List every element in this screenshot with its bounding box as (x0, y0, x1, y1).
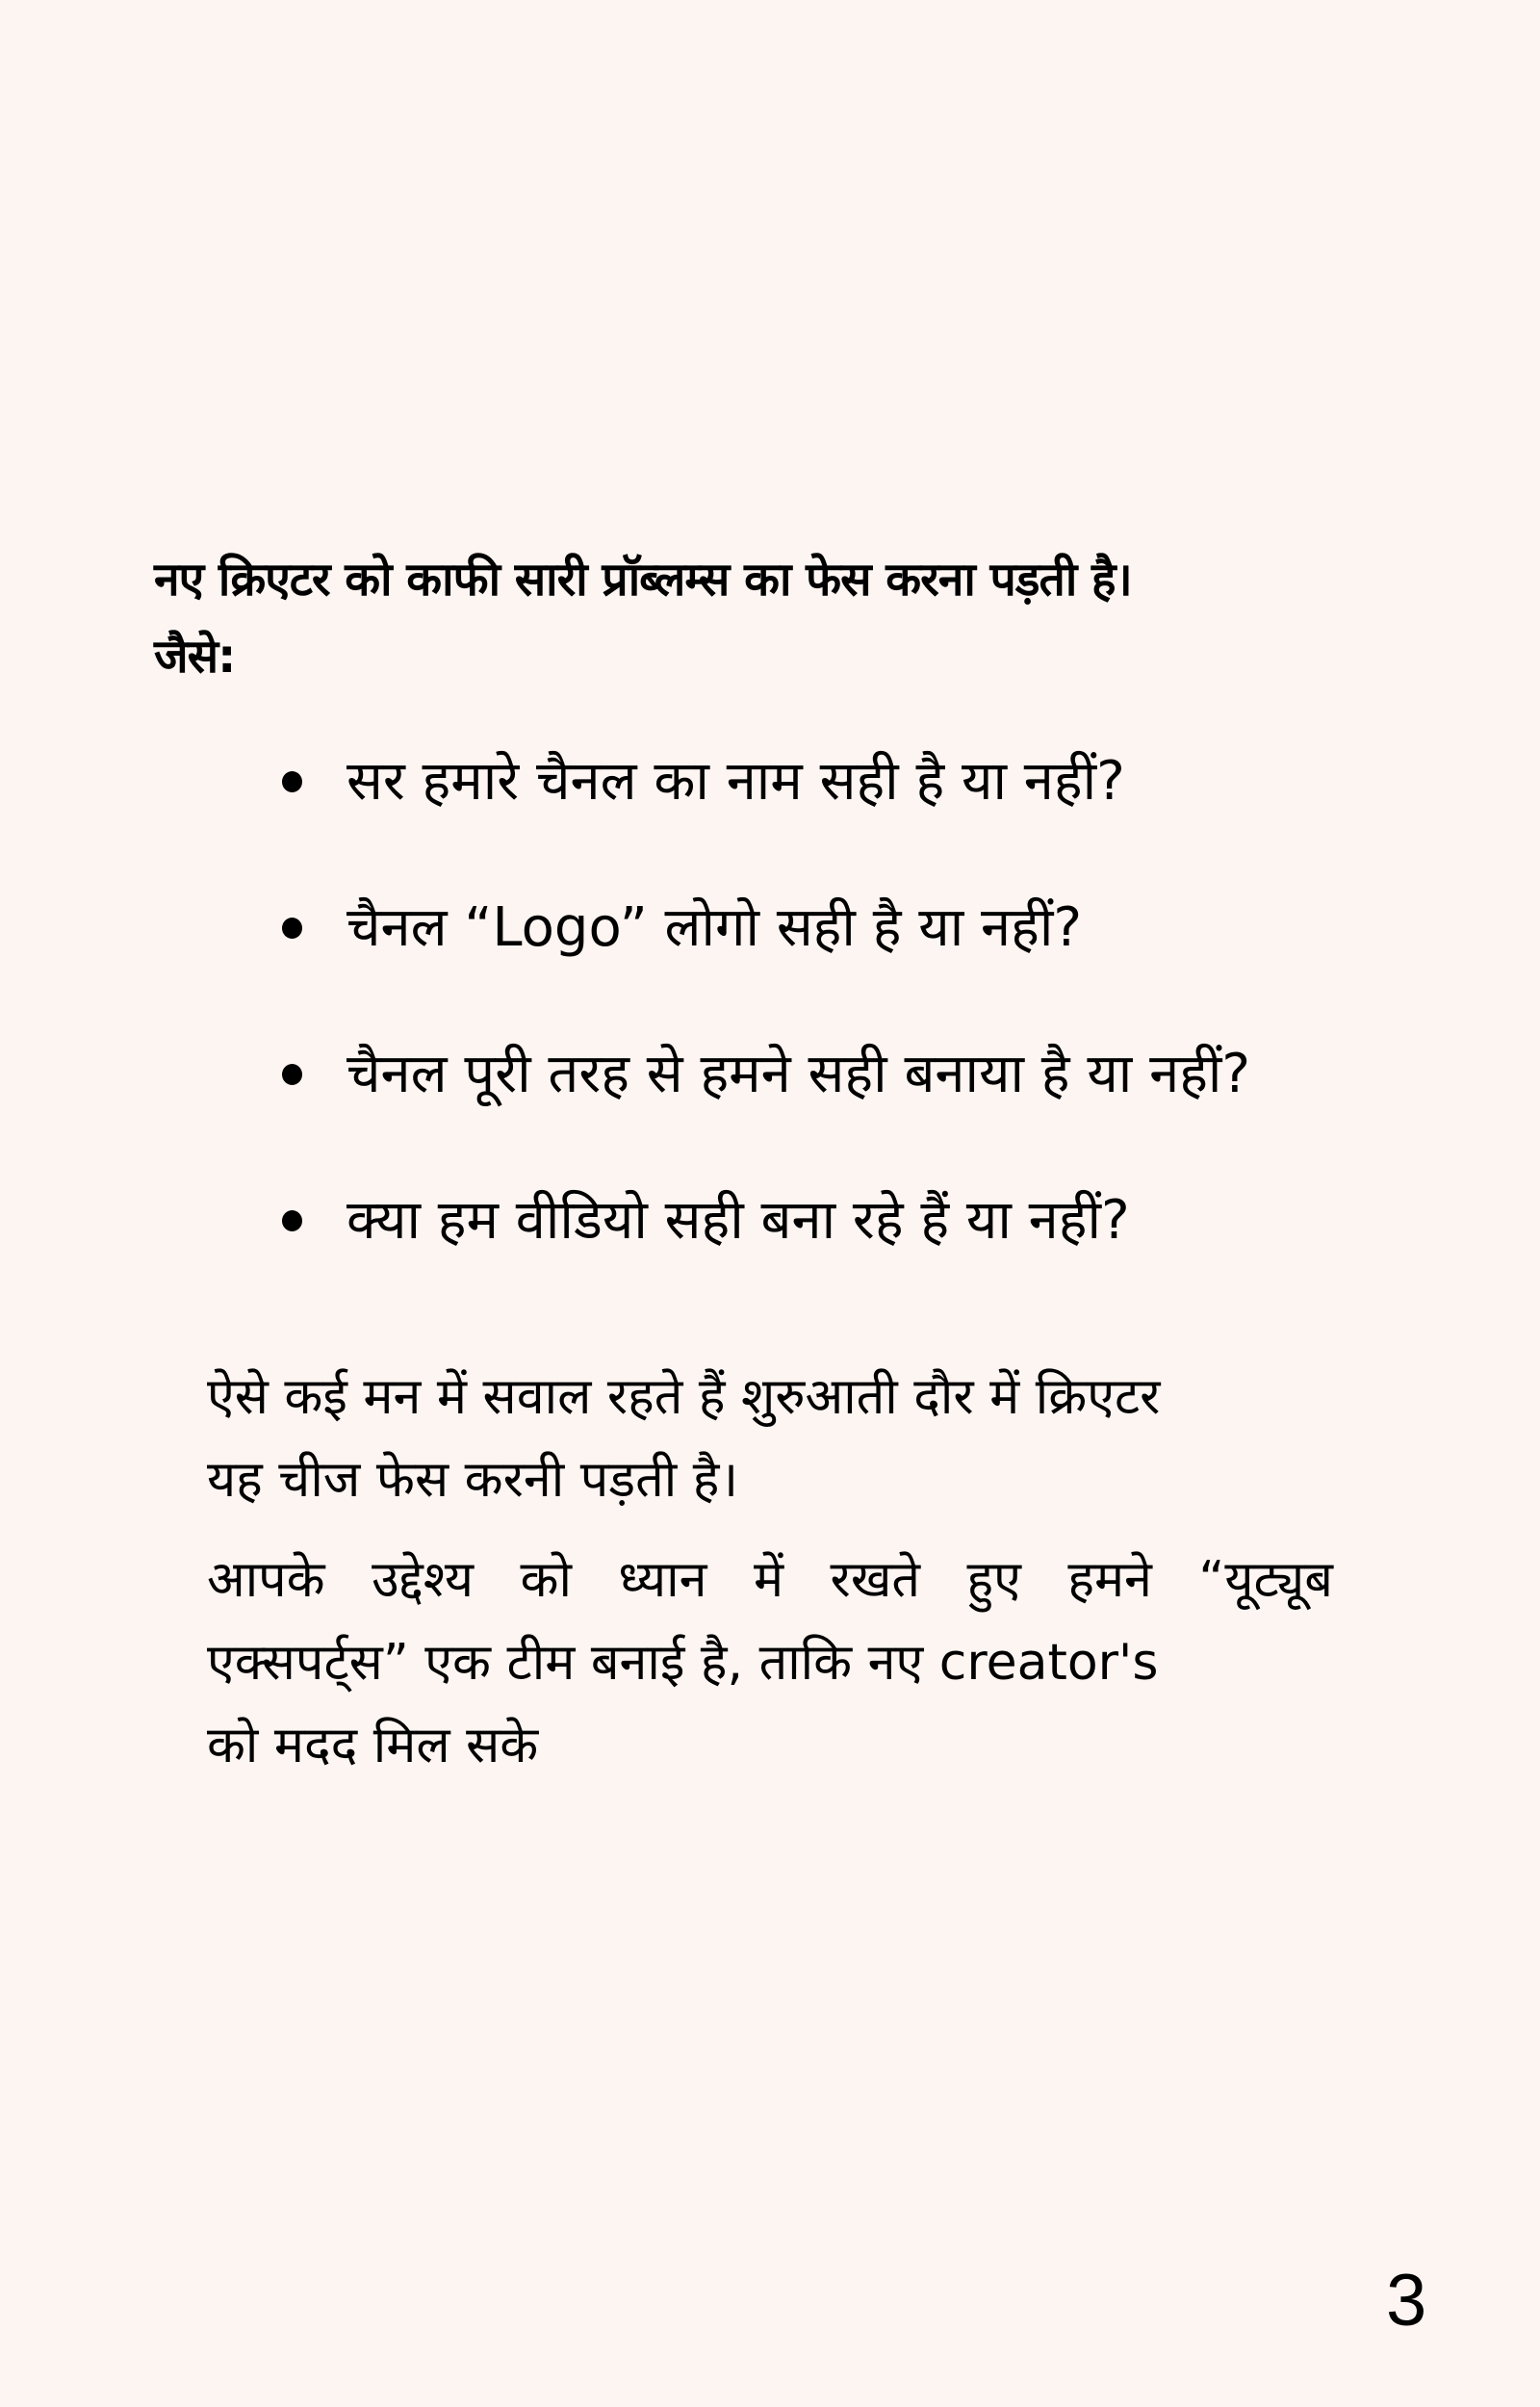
word: आपके (207, 1551, 325, 1609)
word: को (520, 1551, 572, 1609)
page-number: 3 (1386, 2260, 1427, 2342)
paragraph-line: यह चीज फेस करनी पड़ती है। (207, 1451, 739, 1509)
intro-heading (154, 541, 1405, 695)
question-list (279, 739, 1434, 1325)
list-item-text: चैनल पूरी तरह से हमने सही बनाया है या नहीं? (346, 1043, 1251, 1105)
word: रखते (830, 1551, 920, 1609)
list-item (279, 1178, 1434, 1325)
paragraph-questions-summary (207, 1356, 1333, 1521)
paragraph-line: को मदद मिल सके (207, 1717, 539, 1774)
bullet-icon (282, 1210, 302, 1231)
bullet-icon (282, 918, 302, 939)
paragraph-team-intro (207, 1539, 1333, 1787)
list-item-text: चैनल “Logo” लोगो सही है या नहीं? (346, 896, 1083, 959)
bullet-icon (282, 771, 302, 792)
list-item (279, 739, 1434, 886)
paragraph-line: ऐसे कई मन में सवाल रहते हैं शुरुआती दौर में क्रिएटर (207, 1368, 1161, 1426)
word: ध्यान (618, 1551, 707, 1609)
list-item (279, 886, 1434, 1032)
intro-line-1: नए क्रिएटर को काफी सारी प्रॉब्लम्स का फेस करना पड़ती है। (154, 553, 1132, 607)
paragraph-line: एक्सपर्ट्स” एक टीम बनाई है, ताकि नए creator's (207, 1634, 1159, 1692)
word: में (753, 1551, 784, 1609)
list-item (279, 1032, 1434, 1178)
word: हुए (966, 1551, 1021, 1609)
word: “यूट्यूब (1198, 1551, 1333, 1609)
intro-line-2: जैसे: (154, 630, 236, 684)
bullet-icon (282, 1064, 302, 1085)
word: उद्देश्य (372, 1551, 475, 1609)
list-item-text: क्या हम वीडियो सही बना रहे हैं या नहीं? (346, 1189, 1130, 1252)
word: हमने (1067, 1551, 1152, 1609)
list-item-text: सर हमारे चैनल का नाम सही है या नहीं? (346, 750, 1125, 813)
paragraph-line-justified (207, 1539, 1333, 1621)
